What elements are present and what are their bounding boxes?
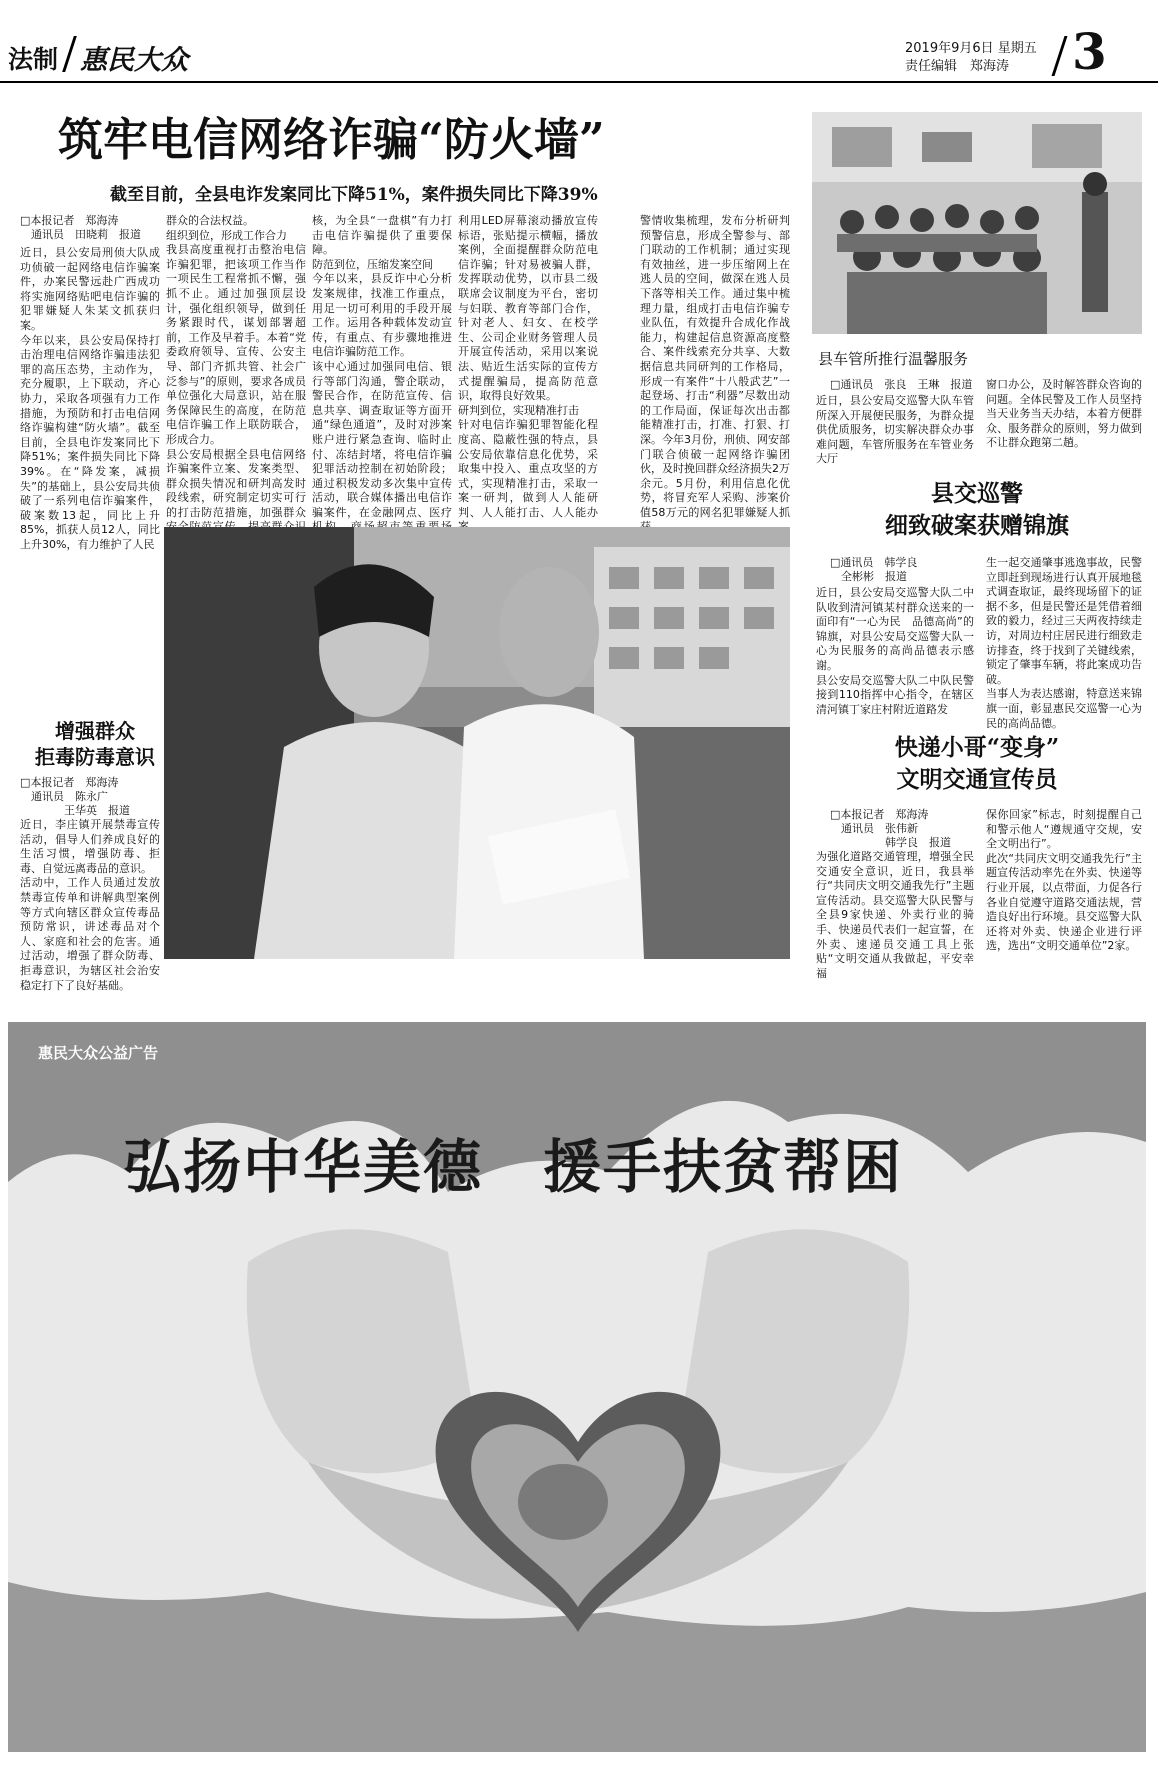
courier-text-left: 为强化道路交通管理，增强全民交通安全意识，近日，我县举行“共同庆文明交通我先行”主题宣传活动。县交巡警大队民警与全县9家快递、外卖行业的骑手、快递员代表们一起宣誓，在外卖、速递员交通工具上张贴“文明交通从我做起，平安幸福	[816, 850, 974, 980]
vehicle-text-right: 窗口办公，及时解答群众咨询的问题。全体民警及工作人员坚持当天业务当天办结，本着方便群众、服务群众的原则，努力做到不让群众跑第二趟。	[986, 378, 1142, 450]
vehicle-photo-caption: 县车管所推行温馨服务	[818, 350, 969, 368]
banner-text-right: 生一起交通肇事逃逸事故，民警立即赶到现场进行认真开展地毯式调查取证，最终现场留下的证据不多，但是民警还是凭借着细致的毅力，经过三天两夜持续走访，对周边村庄居民进行细致走访排查，终于找到了关键线索，锁定了肇事车辆，将此案成功告破。 当事人为表达感谢，特意送来锦旗一面，彰显惠民交巡警一心为民的高尚品德。	[986, 556, 1142, 730]
issue-date: 2019年9月6日 星期五	[905, 41, 1037, 56]
header-divider	[62, 36, 77, 72]
main-column-2: 群众的合法权益。 组织到位，形成工作合力 我县高度重视打击整治电信诈骗犯罪，把该项工作当作一项民生工程常抓不懈，强抓不止。通过加强顶层设计，强化组织领导，做到任务紧跟时代，谋划部署超前，工作及早着手。本着“党委政府领导、宣传、公安主导、部门齐抓共管、社会广泛参与”的原则，要求各成员单位强化大局意识，站在服务保障民生的高度，在防范电信诈骗工作上联防联合，形成合力。 县公安局根据全县电信网络诈骗案件立案、发案类型、群众损失情况和研判高发时段线索，研究制定切实可行的打击防范措施，加强群众	[166, 214, 306, 519]
vehicle-text-left: 近日，县公安局交巡警大队车管所深入开展便民服务，为群众提供优质服务，切实解决群众办事难问题，车管所服务在车管业务大厅	[816, 394, 974, 466]
section-name: 法制	[8, 45, 59, 74]
main-byline: □本报记者 郑海涛 通讯员 田晓莉 报道	[20, 214, 141, 241]
psa-label: 惠民大众公益广告	[38, 1044, 159, 1062]
psa-slogan: 弘扬中华美德 援手扶贫帮困	[123, 1133, 904, 1201]
banner-text-left: 近日，县公安局交巡警大队二中队收到清河镇某村群众送来的一面印有“一心为民 品德高尚”的锦旗，对县公安局交巡警大队一心为民服务的高尚品德表示感谢。 县公安局交巡警大队二中队民警接到110指挥中心指令，在辖区清河镇丁家庄村附近道路发	[816, 586, 974, 716]
main-column-5: 警情收集梳理，发布分析研判预警信息，形成全警参与、部门联动的工作机制；通过实现有效抽丝，进一步压缩网上在逃人员的空间，做深在逃人员下落等相关工作。通过集中梳理力量，组成打击电信诈骗专业队伍，有效提升合成化作战能力，构建起信息资源高度整合、案件线索充分共享、大数据信息共同研判的工作格局，形成一有案件“十八般武艺”一起登场、打击“利器”尽数出动的工作局面，保证每次出击都能精准打击，打准、打狠、打深。今年3月份，刑侦、网安部门联合侦破一起网络诈骗团伙，及时挽回群众经济损失2万余元。5月份，利用信息化优势，将冒充军人采购、涉案价值58万元的网名犯罪嫌疑人抓	[640, 214, 790, 519]
traffic-police-photo	[164, 527, 790, 959]
courier-byline: □本报记者 郑海涛 通讯员 张伟新 韩学良 报道	[830, 808, 951, 849]
drug-byline: □本报记者 郑海涛 通讯员 陈永广 王华英 报道	[20, 776, 130, 817]
vehicle-office-photo	[812, 112, 1142, 334]
drug-text: 近日，李庄镇开展禁毒宣传活动，倡导人们养成良好的生活习惯，增强防毒、拒毒、自觉远离毒品的意识。 活动中，工作人员通过发放禁毒宣传单和讲解典型案例等方式向辖区群众宣传毒品预防常识，讲述毒品对个人、家庭和社会的危害。通过活动，增强了群众防毒、拒毒意识，为辖区社会治安稳定打下了良好基础。	[20, 818, 160, 992]
courier-headline: 快递小哥“变身” 文明交通宣传员	[894, 734, 1060, 793]
header-rule	[0, 81, 1158, 83]
vehicle-byline: □通讯员 张良 王琳 报道	[830, 378, 973, 391]
responsible-editor: 责任编辑 郑海涛	[905, 59, 1010, 74]
banner-headline: 县交巡警 细致破案获赠锦旗	[885, 480, 1069, 539]
brand-logo: 惠民大众	[80, 45, 188, 76]
courier-text-right: 保你回家”标志，时刻提醒自己和警示他人“遵规通守交规，安全文明出行”。 此次“共同庆文明交通我先行”主题宣传活动率先在外卖、快递等行业开展，以点带面，力促各行各业自觉遵守道路交通法规，营造良好出行环境。县交巡警大队还将对外卖、快递企业进行评选，选出“文明交通单位”2家。	[986, 808, 1142, 953]
main-column-3: 核，为全县“一盘棋”有力打击电信诈骗提供了重要保障。 防范到位，压缩发案空间 今年以来，县反诈中心分析发案规律，找准工作重点，用足一切可利用的手段开展工作。运用各种载体发动宣传，有重点、有步骤地推进电信诈骗防范工作。 该中心通过加强同电信、银行等部门沟通，警企联动，警民合作，在防范宣传、信息共享、调查取证等方面开通“绿色通道”，及时对涉案账户进行紧急查询、临时止付、冻结封堵，将电信诈骗犯罪活动控制在初始阶段；通过积极发动多次集中宣传活动，联合媒体播出电信诈骗案件，在金融网点、医疗	[312, 214, 452, 519]
main-column-1: 近日，县公安局刑侦大队成功侦破一起网络电信诈骗案件，办案民警远赴广西成功将实施网络贴吧电信诈骗的犯罪嫌疑人朱某文抓获归案。 今年以来，县公安局保持打击治理电信网络诈骗违法犯罪的高压态势，主动作为，充分履职，上下联动，齐心协力，采取各项强有力工作措施，为预防和打击电信网络诈骗构建“防火墙”。截至目前，全县电诈发案同比下降51%；案件损失同比下降39%。在“降发案，减损失”的基础上，县公安局共侦破了一系列电信诈骗案件，破案数13起，同比上升85%，抓获人员12人，同比上升30%，有力维护了人民	[20, 246, 160, 551]
main-subheadline: 截至目前，全县电诈发案同比下降51%，案件损失同比下降39%	[110, 185, 598, 205]
page-number: 3	[1072, 22, 1107, 81]
main-headline: 筑牢电信网络诈骗“防火墙”	[58, 113, 605, 166]
main-column-4: 利用LED屏幕滚动播放宣传标语，张贴提示横幅，播放案例，全面提醒群众防范电信诈骗；针对易被骗人群，发挥联动优势，以市县二级联席会议制度为平台，密切与妇联、教育等部门合作，针对老人、妇女、在校学生、公司企业财务管理人员开展宣传活动，采用以案说法、贴近生活实际的宣传方式提醒骗局，提高防范意识，取得良好效果。 研判到位，实现精准打击 针对电信诈骗犯罪智能化程度高、隐蔽性强的特点，县公安局依靠信息化优势，采取集中投入、重点攻坚的方式，实现精准打击，采取一案一研判，做到人人能研判、人人能打击、人人能办	[458, 214, 598, 519]
banner-byline: □通讯员 韩学良 全彬彬 报道	[830, 556, 918, 583]
drug-headline: 增强群众 拒毒防毒意识	[35, 719, 155, 769]
psa-panel	[8, 1022, 1146, 1752]
